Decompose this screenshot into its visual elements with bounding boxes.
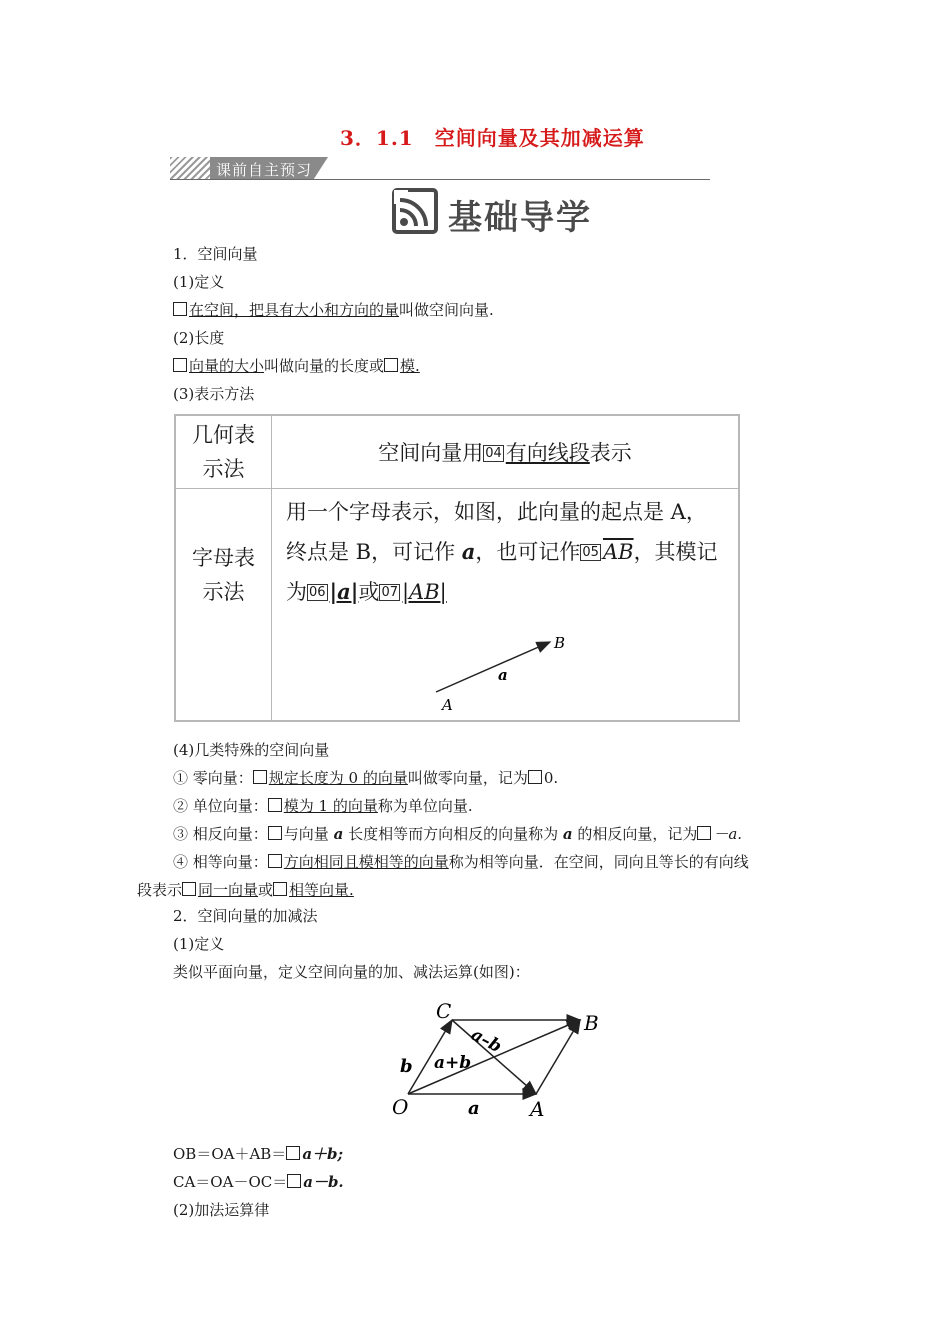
answer-box <box>253 770 267 784</box>
item-text: 与向量 <box>283 825 334 843</box>
vector-a: a <box>562 825 573 843</box>
answer-number: 05 <box>582 545 599 560</box>
letter-line-3 <box>286 572 728 612</box>
item-prefix: ② 单位向量： <box>173 797 268 815</box>
point-a-label: A <box>442 696 453 714</box>
answer-box <box>268 854 282 868</box>
page-title: 3．1.1 空间向量及其加减运算 <box>340 126 645 150</box>
text-equal-vector <box>173 851 749 872</box>
item-prefix: ④ 相等向量： <box>173 853 268 871</box>
letter-line-2 <box>286 532 728 572</box>
answer-box <box>268 826 282 840</box>
item-text: 称为单位向量. <box>377 797 473 815</box>
text-zero-vector <box>173 767 558 788</box>
point-a-label: A <box>530 1097 545 1121</box>
vector-a: a <box>461 539 476 564</box>
letter-text: 终点是 B，可记作 <box>286 540 462 564</box>
vector-a: a <box>333 825 344 843</box>
answer-box <box>268 798 282 812</box>
row-head-line: 示法 <box>202 457 245 481</box>
letter-text: ，也可记作 <box>475 540 581 564</box>
point-b-label: B <box>584 1011 599 1035</box>
label-definition: (1)定义 <box>173 273 225 291</box>
item-text: 或 <box>258 881 274 899</box>
parallelogram-figure <box>380 998 620 1128</box>
text-unit-vector <box>173 795 473 816</box>
section-banner <box>170 157 710 181</box>
text-opposite-vector <box>173 823 742 844</box>
text-length <box>173 355 420 376</box>
row-head-line: 几何表 <box>192 423 255 447</box>
table-row <box>175 415 739 489</box>
row-head-letter <box>175 489 272 722</box>
length-answer-1: 向量的大小 <box>189 357 265 375</box>
answer-number: 07 <box>381 585 398 600</box>
point-c-label: C <box>436 999 452 1023</box>
heading-add-sub: 2．空间向量的加减法 <box>173 907 318 925</box>
formula-text: CA＝OA－OC＝ <box>173 1173 288 1191</box>
answer-box <box>528 770 542 784</box>
item-text: 称为相等向量．在空间，同向且等长的有向线 <box>448 853 749 871</box>
letter-text: 或 <box>358 580 380 604</box>
zero-value: 0. <box>543 769 559 787</box>
banner-label: 课前自主预习 <box>216 161 313 179</box>
answer-number: 06 <box>309 585 326 600</box>
length-mid: 叫做向量的长度或 <box>264 357 385 375</box>
vector-figure <box>286 614 726 714</box>
answer-number: 04 <box>485 446 502 461</box>
label-a-plus-b: a+b <box>434 1053 472 1073</box>
signal-icon <box>392 188 438 234</box>
text-definition <box>173 299 494 320</box>
point-b-label: B <box>554 634 566 652</box>
label-length: (2)长度 <box>173 329 225 347</box>
answer-box <box>286 1146 300 1160</box>
unit-answer: 模为 1 的向量 <box>283 797 378 815</box>
item-text: 长度相等而方向相反的向量称为 <box>343 825 563 843</box>
formula-sum <box>173 1143 343 1164</box>
definition-answer: 在空间，把具有大小和方向的量 <box>189 301 400 319</box>
geo-text: 表示 <box>589 441 632 465</box>
row-head-geometric <box>175 415 272 489</box>
cell-letter <box>272 489 740 722</box>
text-add-sub-desc: 类似平面向量，定义空间向量的加、减法运算(如图)： <box>173 963 530 981</box>
vector-ab: $\overline{AB}$ <box>602 540 634 564</box>
label-b: b <box>400 1056 413 1077</box>
label-representation: (3)表示方法 <box>173 385 255 403</box>
label-addition-laws: (2)加法运算律 <box>173 1201 270 1219</box>
equal-answer: 方向相同且模相等的向量 <box>283 853 449 871</box>
answer-box <box>697 826 711 840</box>
modulus-a: |a| <box>329 579 359 604</box>
geo-answer: 有向线段 <box>505 441 590 465</box>
representation-table <box>174 414 740 722</box>
table-row <box>175 489 739 722</box>
modulus-ab: |AB| <box>401 580 447 604</box>
geo-text: 空间向量用 <box>378 441 484 465</box>
section-heading-label: 基础导学 <box>448 198 592 238</box>
same-vector-answer: 同一向量 <box>198 881 259 899</box>
heading-special-vectors: (4)几类特殊的空间向量 <box>173 741 330 759</box>
formula-answer: a＋b; <box>302 1145 344 1163</box>
item-prefix: ③ 相反向量： <box>173 825 268 843</box>
item-text: 段表示 <box>137 881 183 899</box>
vector-arrow <box>436 642 550 692</box>
answer-box <box>287 1174 301 1188</box>
formula-text: OB＝OA＋AB＝ <box>173 1145 287 1163</box>
letter-text: ，其模记 <box>633 540 718 564</box>
answer-box <box>384 358 398 372</box>
answer-box <box>173 302 187 316</box>
row-head-line: 示法 <box>202 579 245 604</box>
formula-difference <box>173 1171 344 1192</box>
point-o-label: O <box>392 1095 409 1119</box>
label-a-minus-b: a–b <box>467 1024 505 1058</box>
label-definition-2: (1)定义 <box>173 935 225 953</box>
vector-label: a <box>498 666 508 684</box>
answer-box <box>182 882 196 896</box>
banner-stripes <box>170 157 210 179</box>
item-text: 的相反向量，记为 <box>572 825 698 843</box>
segment-ab <box>536 1020 580 1094</box>
answer-box <box>273 882 287 896</box>
letter-line-1: 用一个字母表示，如图，此向量的起点是 A， <box>286 500 707 524</box>
equal-vector-answer: 相等向量. <box>289 881 354 899</box>
length-answer-2: 模. <box>400 357 420 375</box>
label-a: a <box>468 1098 480 1119</box>
heading-space-vector: 1．空间向量 <box>173 245 258 263</box>
formula-answer: a－b. <box>303 1173 344 1191</box>
zero-answer: 规定长度为 0 的向量 <box>268 769 408 787</box>
text-equal-vector-cont <box>137 879 354 900</box>
banner-rule <box>170 179 710 180</box>
letter-text: 为 <box>286 580 307 604</box>
definition-rest: 叫做空间向量. <box>399 301 494 319</box>
answer-box <box>173 358 187 372</box>
opposite-value: －a. <box>713 825 743 843</box>
row-head-line: 字母表 <box>192 545 255 570</box>
cell-geometric <box>272 415 740 489</box>
item-prefix: ① 零向量： <box>173 769 253 787</box>
item-text: 叫做零向量，记为 <box>407 769 528 787</box>
